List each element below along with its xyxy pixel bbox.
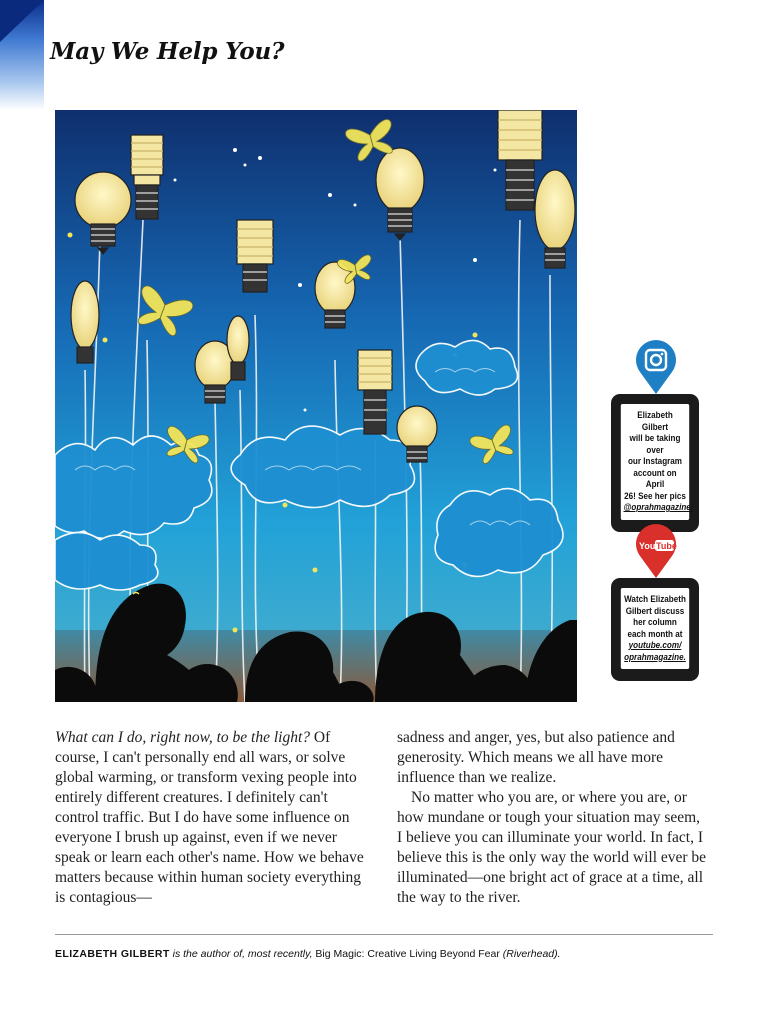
bio-text: is the author of, most recently, bbox=[169, 948, 316, 960]
instagram-link[interactable]: @oprahmagazine. bbox=[623, 502, 694, 512]
instagram-line: 26! See her pics bbox=[624, 490, 686, 501]
publisher: (Riverhead). bbox=[499, 948, 561, 960]
instagram-line: will be taking over bbox=[629, 433, 681, 455]
corner-triangle bbox=[0, 0, 44, 42]
illustration bbox=[55, 110, 577, 702]
body-paragraph bbox=[55, 728, 365, 908]
body-paragraph: sadness and anger, yes, but also patience and generosity. Which means we all have more influence than we realize. bbox=[397, 729, 675, 786]
youtube-link[interactable]: oprahmagazine. bbox=[624, 651, 686, 662]
instagram-line: Elizabeth Gilbert bbox=[637, 410, 673, 432]
instagram-card-text bbox=[621, 404, 694, 520]
youtube-pin bbox=[634, 522, 678, 578]
youtube-card-text bbox=[621, 588, 689, 669]
lead-question: What can I do, right now, to be the light? bbox=[55, 729, 311, 746]
youtube-card bbox=[611, 578, 699, 681]
instagram-line: account on April bbox=[633, 467, 677, 489]
instagram-icon bbox=[634, 338, 678, 394]
instagram-line: our Instagram bbox=[627, 456, 682, 466]
book-title: Big Magic: Creative Living Beyond Fear bbox=[315, 948, 500, 960]
svg-text:Tube: Tube bbox=[656, 541, 677, 551]
youtube-line: her column bbox=[633, 617, 677, 627]
author-name: ELIZABETH GILBERT bbox=[55, 948, 170, 960]
instagram-pin bbox=[634, 338, 678, 394]
author-bio bbox=[55, 948, 735, 960]
divider bbox=[55, 934, 713, 935]
instagram-card bbox=[611, 394, 699, 532]
body-paragraph: No matter who you are, or where you are, or how mundane or tough your situation may seem, I believe you can illuminate your world. In fact, I believe this is the only way the world will ever be illuminated—one bright act of grace at a time, all the way to the river. bbox=[397, 789, 707, 906]
body-column-left bbox=[55, 728, 365, 908]
page-title: May We Help You? bbox=[50, 38, 285, 65]
youtube-icon bbox=[634, 522, 678, 578]
youtube-line: Watch Elizabeth bbox=[624, 594, 686, 604]
youtube-link[interactable]: youtube.com/ bbox=[628, 640, 682, 650]
body-text: Of course, I can't personally end all wars, or solve global warming, or transform vexing people into entirely different creatures. I definitely can't control traffic. But I do have some influence on everyone I brush up against, even if we never speak or learn each other's name. How we behave matters because within human society everything is contagious— bbox=[55, 729, 364, 906]
youtube-line: Gilbert discuss bbox=[625, 605, 685, 616]
youtube-line: each month at bbox=[627, 628, 683, 639]
body-column-right bbox=[397, 728, 707, 908]
svg-text:You: You bbox=[639, 541, 656, 551]
